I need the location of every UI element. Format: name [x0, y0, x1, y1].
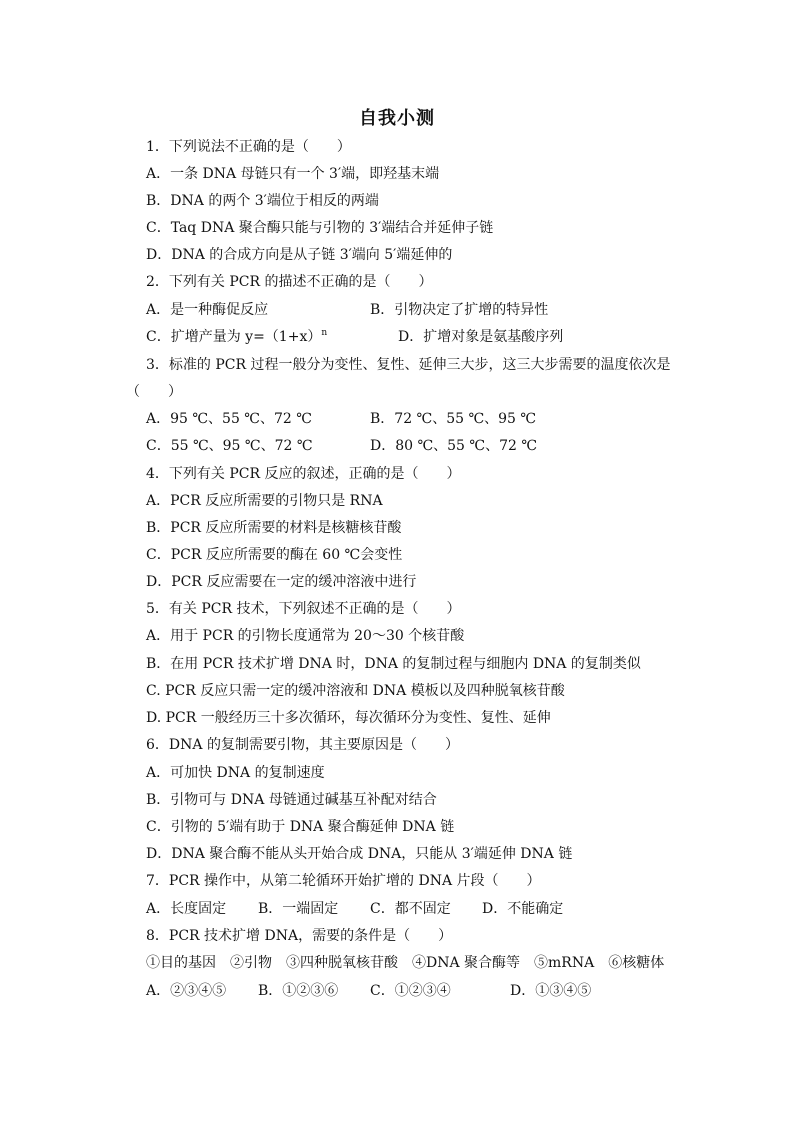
question-7-stem: 7．PCR 操作中，从第二轮循环开始扩增的 DNA 片段（ ） [146, 873, 541, 889]
question-3-option-c: C．55 ℃、95 ℃、72 ℃ [146, 438, 313, 454]
question-1-option-a: A．一条 DNA 母链只有一个 3′端，即羟基末端 [146, 166, 440, 182]
question-5-option-d: D. PCR 一般经历三十多次循环，每次循环分为变性、复性、延伸 [146, 710, 551, 726]
question-1-stem: 1．下列说法不正确的是（ ） [146, 139, 351, 155]
question-2-options-row-1 [146, 300, 626, 320]
question-8-option-c: C．①②③④ [370, 983, 451, 999]
question-1-option-b: B．DNA 的两个 3′端位于相反的两端 [146, 193, 379, 209]
question-2-option-a: A．是一种酶促反应 [146, 302, 269, 318]
question-6-option-d: D．DNA 聚合酶不能从头开始合成 DNA，只能从 3′端延伸 DNA 链 [146, 846, 573, 862]
question-5-option-a: A．用于 PCR 的引物长度通常为 20～30 个核苷酸 [146, 628, 465, 644]
question-5-option-b: B．在用 PCR 技术扩增 DNA 时，DNA 的复制过程与细胞内 DNA 的复制类似 [146, 656, 641, 672]
question-1-option-d: D．DNA 的合成方向是从子链 3′端向 5′端延伸的 [146, 247, 453, 263]
question-7-option-d: D．不能确定 [482, 901, 564, 917]
exponent-n: n [321, 328, 328, 338]
question-5-option-c: C. PCR 反应只需一定的缓冲溶液和 DNA 模板以及四种脱氧核苷酸 [146, 683, 565, 699]
question-1-option-c: C．Taq DNA 聚合酶只能与引物的 3′端结合并延伸子链 [146, 220, 494, 236]
question-8-items: ①目的基因 ②引物 ③四种脱氧核苷酸 ④DNA 聚合酶等 ⑤mRNA ⑥核糖体 [146, 955, 665, 971]
question-6-option-b: B．引物可与 DNA 母链通过碱基互补配对结合 [146, 792, 437, 808]
question-3-stem: 3．标准的 PCR 过程一般分为变性、复性、延伸三大步，这三大步需要的温度依次是 [146, 357, 671, 373]
question-4-option-b: B．PCR 反应所需要的材料是核糖核苷酸 [146, 520, 402, 536]
question-4-option-c: C．PCR 反应所需要的酶在 60 ℃会变性 [146, 547, 403, 563]
question-2-option-b: B．引物决定了扩增的特异性 [370, 302, 549, 318]
page-title: 自我小测 [359, 108, 435, 129]
question-3-options-row-1 [146, 409, 626, 429]
question-3-stem-continued: （ ） [126, 384, 182, 400]
question-6-option-c: C．引物的 5′端有助于 DNA 聚合酶延伸 DNA 链 [146, 819, 455, 835]
question-2-options-row-2 [146, 327, 626, 349]
question-7-option-c: C．都不固定 [370, 901, 451, 917]
question-2-option-c [146, 329, 327, 345]
question-3-option-b: B．72 ℃、55 ℃、95 ℃ [370, 411, 537, 427]
question-2-stem: 2．下列有关 PCR 的描述不正确的是（ ） [146, 274, 433, 290]
question-8-option-b: B．①②③⑥ [258, 983, 339, 999]
question-4-option-d: D．PCR 反应需要在一定的缓冲溶液中进行 [146, 574, 417, 590]
question-3-option-d: D．80 ℃、55 ℃、72 ℃ [370, 438, 538, 454]
question-4-option-a: A．PCR 反应所需要的引物只是 RNA [146, 493, 383, 509]
question-8-option-a: A．②③④⑤ [146, 983, 227, 999]
question-8-option-d: D．①③④⑤ [510, 983, 592, 999]
question-7-option-a: A．长度固定 [146, 901, 227, 917]
question-2-option-d: D．扩增对象是氨基酸序列 [398, 329, 564, 345]
question-2-option-c-text: C．扩增产量为 y=（1+x） [146, 329, 322, 345]
question-6-option-a: A．可加快 DNA 的复制速度 [146, 765, 325, 781]
question-8-stem: 8．PCR 技术扩增 DNA，需要的条件是（ ） [146, 928, 453, 944]
question-6-stem: 6．DNA 的复制需要引物，其主要原因是（ ） [146, 737, 459, 753]
question-7-option-b: B．一端固定 [258, 901, 339, 917]
question-3-options-row-2 [146, 436, 626, 456]
question-5-stem: 5．有关 PCR 技术，下列叙述不正确的是（ ） [146, 601, 461, 617]
question-4-stem: 4．下列有关 PCR 反应的叙述，正确的是（ ） [146, 466, 461, 482]
question-3-option-a: A．95 ℃、55 ℃、72 ℃ [146, 411, 312, 427]
